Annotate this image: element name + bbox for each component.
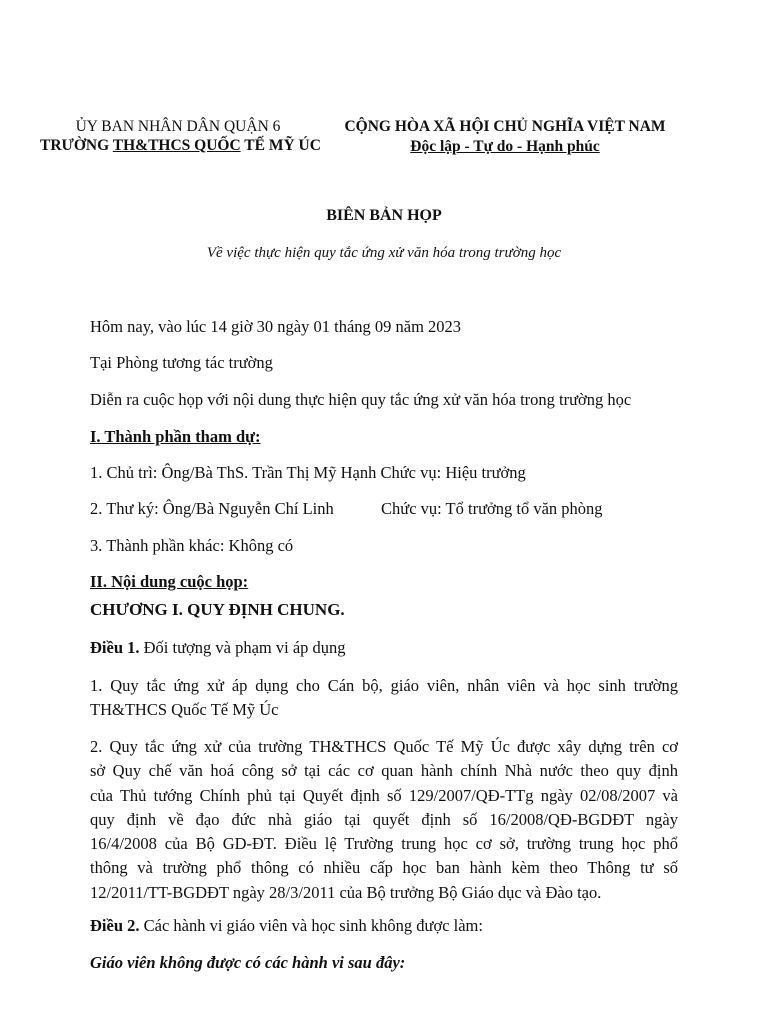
document-subtitle: Về việc thực hiện quy tắc ứng xử văn hóa trong trường học — [206, 245, 562, 261]
article-1-paragraph-1 — [90, 674, 678, 723]
paragraph-line: quy định về đạo đức nhà giáo tại quyết định số 16/2008/QĐ-BGDĐT ngày — [90, 809, 678, 829]
paragraph-line: 16/4/2008 của Bộ GD-ĐT. Điều lệ Trường trung học cơ sở, trường trung học phổ — [90, 834, 678, 854]
paragraph-line: thông và trường phổ thông có nhiều cấp học ban hành kèm theo Thông tư số — [90, 858, 678, 878]
chair-line: 1. Chủ trì: Ông/Bà ThS. Trần Thị Mỹ Hạnh Chức vụ: Hiệu trưởng — [90, 463, 526, 482]
meeting-content: Diễn ra cuộc họp với nội dung thực hiện quy tắc ứng xử văn hóa trong trường học — [90, 390, 632, 409]
meeting-place: Tại Phòng tương tác trường — [90, 353, 273, 372]
others-line: 3. Thành phần khác: Không có — [90, 536, 294, 555]
school-name-suffix: TẾ MỸ ÚC — [240, 137, 321, 154]
article-2-text: Các hành vi giáo viên và học sinh không được làm: — [139, 916, 483, 935]
secretary-role: Chức vụ: Tổ trưởng tổ văn phòng — [381, 499, 603, 518]
agency-name: ỦY BAN NHÂN DÂN QUẬN 6 — [75, 118, 281, 135]
school-name-underlined: TH&THCS QUỐC — [112, 137, 241, 154]
paragraph-line: sở Quy chế văn hoá công sở tại các cơ quan hành chính Nhà nước theo quy định — [90, 761, 678, 781]
article-2 — [90, 916, 483, 936]
article-1-label: Điều 1. — [90, 638, 140, 657]
national-motto: Độc lập - Tự do - Hạnh phúc — [410, 138, 600, 155]
document-title: BIÊN BẢN HỌP — [326, 207, 442, 224]
article-1 — [90, 638, 346, 658]
teacher-prohibitions-heading: Giáo viên không được có các hành vi sau đây: — [90, 953, 406, 972]
article-1-text: Đối tượng và phạm vi áp dụng — [139, 638, 346, 657]
national-motto-wrap — [332, 138, 678, 156]
article-2-label: Điều 2. — [90, 916, 140, 935]
article-1-paragraph-2 — [90, 735, 678, 905]
school-name-prefix: TRƯỜNG — [40, 137, 113, 154]
section-content-heading: II. Nội dung cuộc họp: — [90, 572, 249, 591]
national-title: CỘNG HÒA XÃ HỘI CHỦ NGHĨA VIỆT NAM — [344, 118, 666, 135]
section-attendees-heading: I. Thành phần tham dự: — [90, 427, 261, 446]
chapter-heading: CHƯƠNG I. QUY ĐỊNH CHUNG. — [90, 600, 345, 619]
paragraph-line: của Thủ tướng Chính phủ tại Quyết định số 129/2007/QĐ-TTg ngày 02/08/2007 và — [90, 785, 678, 805]
paragraph-line: 12/2011/TT-BGDĐT ngày 28/3/2011 của Bộ trưởng Bộ Giáo dục và Đào tạo. — [90, 882, 602, 902]
paragraph-line: 1. Quy tắc ứng xử áp dụng cho Cán bộ, giáo viên, nhân viên và học sinh trường — [90, 676, 678, 695]
meeting-time: Hôm nay, vào lúc 14 giờ 30 ngày 01 tháng 09 năm 2023 — [90, 317, 462, 336]
paragraph-line: 2. Quy tắc ứng xử của trường TH&THCS Quốc Tế Mỹ Úc được xây dựng trên cơ — [90, 737, 678, 756]
paragraph-line: TH&THCS Quốc Tế Mỹ Úc — [90, 700, 279, 720]
secretary-line: 2. Thư ký: Ông/Bà Nguyễn Chí Linh — [90, 499, 334, 518]
school-name — [40, 137, 321, 155]
